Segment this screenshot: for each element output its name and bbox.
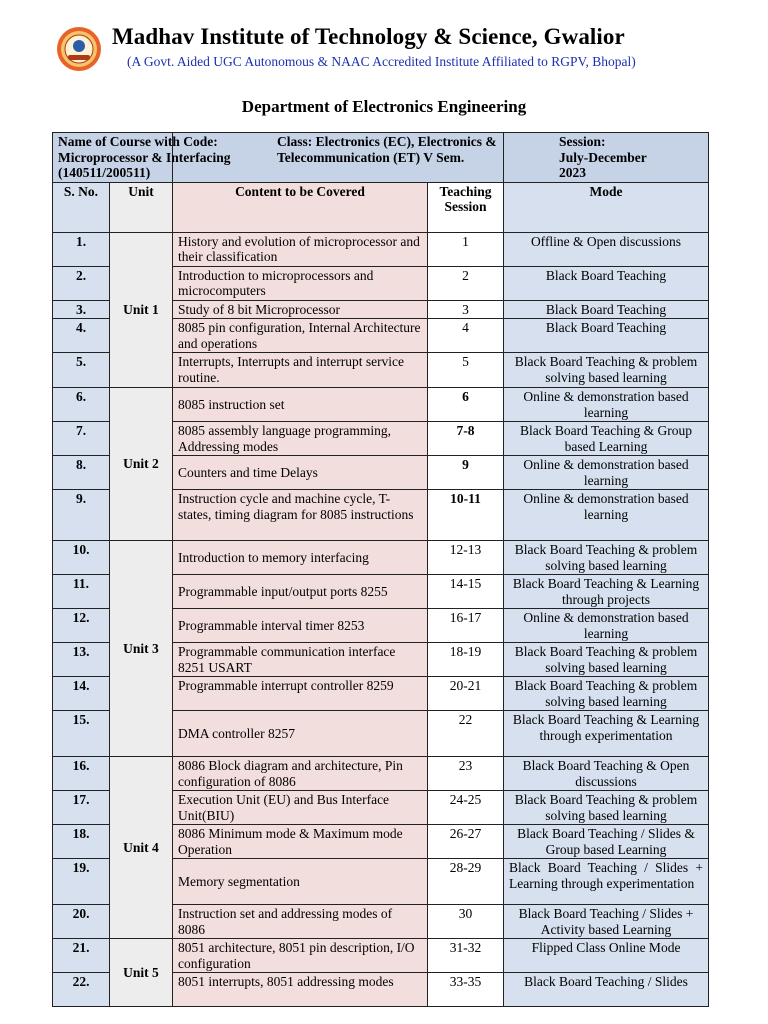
- row-mode: Black Board Teaching & problem solving based learning: [504, 353, 709, 388]
- session-label: Session:: [559, 134, 606, 149]
- class-value: Telecommunication (ET) V Sem.: [277, 149, 465, 165]
- row-session: 9: [428, 456, 504, 490]
- row-sno: 13.: [53, 643, 110, 677]
- row-mode: Online & demonstration based learning: [504, 609, 709, 643]
- row-mode: Flipped Class Online Mode: [504, 939, 709, 973]
- row-sno: 19.: [53, 859, 110, 905]
- row-mode: Black Board Teaching & Learning through experimentation: [504, 711, 709, 757]
- row-session: 30: [428, 905, 504, 939]
- row-mode: Black Board Teaching: [504, 300, 709, 319]
- row-sno: 5.: [53, 353, 110, 388]
- row-mode: Online & demonstration based learning: [504, 490, 709, 541]
- row-sno: 6.: [53, 388, 110, 422]
- table-row: [53, 232, 709, 266]
- row-content: 8085 assembly language programming, Addressing modes: [173, 422, 428, 456]
- class-label: Class: Electronics (EC), Electronics &: [277, 134, 497, 149]
- row-mode: Black Board Teaching & Group based Learning: [504, 422, 709, 456]
- row-mode: Black Board Teaching / Slides + Activity based Learning: [504, 905, 709, 939]
- row-content: Counters and time Delays: [173, 456, 428, 490]
- col-content: Content to be Covered: [173, 182, 428, 232]
- row-session: 23: [428, 757, 504, 791]
- row-sno: 8.: [53, 456, 110, 490]
- row-content: DMA controller 8257: [173, 711, 428, 757]
- institute-logo-icon: [56, 26, 102, 72]
- row-mode: Offline & Open discussions: [504, 232, 709, 266]
- row-mode: Online & demonstration based learning: [504, 456, 709, 490]
- row-mode: Black Board Teaching & problem solving based learning: [504, 677, 709, 711]
- row-sno: 22.: [53, 973, 110, 1007]
- row-content: Instruction cycle and machine cycle, T-states, timing diagram for 8085 instructions: [173, 490, 428, 541]
- row-mode: Black Board Teaching & problem solving based learning: [504, 791, 709, 825]
- row-content: Instruction set and addressing modes of 8086: [173, 905, 428, 939]
- row-content: 8051 architecture, 8051 pin description, I/O configuration: [173, 939, 428, 973]
- col-sno: S. No.: [53, 182, 110, 232]
- col-teaching-session: [428, 182, 504, 232]
- session-cell: [504, 133, 709, 183]
- session-year: 2023: [559, 165, 586, 180]
- row-session: 6: [428, 388, 504, 422]
- row-sno: 12.: [53, 609, 110, 643]
- row-session: 18-19: [428, 643, 504, 677]
- session-value: July-December: [559, 149, 647, 165]
- unit-4-cell: Unit 4: [110, 757, 173, 939]
- row-content: Programmable communication interface 8251 USART: [173, 643, 428, 677]
- row-sno: 20.: [53, 905, 110, 939]
- row-sno: 3.: [53, 300, 110, 319]
- row-content: Execution Unit (EU) and Bus Interface Unit(BIU): [173, 791, 428, 825]
- row-sno: 18.: [53, 825, 110, 859]
- row-content: History and evolution of microprocessor and their classification: [173, 232, 428, 266]
- row-content: Interrupts, Interrupts and interrupt service routine.: [173, 353, 428, 388]
- row-session: 2: [428, 266, 504, 300]
- row-session: 31-32: [428, 939, 504, 973]
- row-session: 14-15: [428, 575, 504, 609]
- row-mode: Black Board Teaching & Open discussions: [504, 757, 709, 791]
- row-mode: Black Board Teaching / Slides & Group based Learning: [504, 825, 709, 859]
- row-session: 24-25: [428, 791, 504, 825]
- table-row: [53, 388, 709, 422]
- col-unit: Unit: [110, 182, 173, 232]
- col-session-label: Session: [444, 199, 487, 214]
- row-content: Programmable interrupt controller 8259: [173, 677, 428, 711]
- row-sno: 21.: [53, 939, 110, 973]
- row-content: Programmable interval timer 8253: [173, 609, 428, 643]
- lesson-plan-table: [52, 132, 709, 1007]
- row-content: 8051 interrupts, 8051 addressing modes: [173, 973, 428, 1007]
- row-content: Introduction to memory interfacing: [173, 541, 428, 575]
- row-sno: 2.: [53, 266, 110, 300]
- row-sno: 14.: [53, 677, 110, 711]
- column-header-row: [53, 182, 709, 232]
- unit-2-cell: Unit 2: [110, 388, 173, 541]
- row-sno: 1.: [53, 232, 110, 266]
- row-session: 10-11: [428, 490, 504, 541]
- row-sno: 16.: [53, 757, 110, 791]
- row-mode: Black Board Teaching: [504, 266, 709, 300]
- row-session: 1: [428, 232, 504, 266]
- row-content: Memory segmentation: [173, 859, 428, 905]
- row-session: 4: [428, 319, 504, 353]
- row-sno: 11.: [53, 575, 110, 609]
- row-mode: Black Board Teaching & Learning through projects: [504, 575, 709, 609]
- course-name-cell: [53, 133, 231, 183]
- row-session: 33-35: [428, 973, 504, 1007]
- row-content: Introduction to microprocessors and microcomputers: [173, 266, 428, 300]
- row-mode: Black Board Teaching & problem solving based learning: [504, 643, 709, 677]
- row-session: 20-21: [428, 677, 504, 711]
- unit-5-cell: Unit 5: [110, 939, 173, 1007]
- row-session: 3: [428, 300, 504, 319]
- department-title: Department of Electronics Engineering: [241, 97, 527, 116]
- row-sno: 7.: [53, 422, 110, 456]
- table-row: [53, 541, 709, 575]
- row-session: 28-29: [428, 859, 504, 905]
- row-mode: Online & demonstration based learning: [504, 388, 709, 422]
- table-row: [53, 757, 709, 791]
- row-mode: Black Board Teaching: [504, 319, 709, 353]
- row-content: 8085 pin configuration, Internal Architecture and operations: [173, 319, 428, 353]
- row-content: 8085 instruction set: [173, 388, 428, 422]
- page-header: [0, 22, 768, 74]
- row-session: 22: [428, 711, 504, 757]
- course-code: (140511/200511): [58, 165, 151, 180]
- row-content: Study of 8 bit Microprocessor: [173, 300, 428, 319]
- col-teaching-label: Teaching: [439, 183, 492, 199]
- course-name-label: Name of Course with Code:: [58, 134, 218, 149]
- row-sno: 9.: [53, 490, 110, 541]
- row-sno: 15.: [53, 711, 110, 757]
- row-sno: 10.: [53, 541, 110, 575]
- col-mode: Mode: [504, 182, 709, 232]
- course-info-row: [53, 133, 709, 183]
- row-content: 8086 Minimum mode & Maximum mode Operation: [173, 825, 428, 859]
- row-session: 26-27: [428, 825, 504, 859]
- row-content: Programmable input/output ports 8255: [173, 575, 428, 609]
- course-name-value: Microprocessor & Interfacing: [58, 149, 231, 165]
- unit-3-cell: Unit 3: [110, 541, 173, 757]
- row-content: 8086 Block diagram and architecture, Pin configuration of 8086: [173, 757, 428, 791]
- row-mode: Black Board Teaching & problem solving based learning: [504, 541, 709, 575]
- institute-subtitle: (A Govt. Aided UGC Autonomous & NAAC Accredited Institute Affiliated to RGPV, Bhopal): [127, 54, 636, 69]
- row-sno: 4.: [53, 319, 110, 353]
- row-session: 7-8: [428, 422, 504, 456]
- row-session: 5: [428, 353, 504, 388]
- row-mode: Black Board Teaching / Slides + Learning through experimentation: [504, 859, 709, 905]
- unit-1-cell: Unit 1: [110, 232, 173, 388]
- institute-name: Madhav Institute of Technology & Science, Gwalior: [112, 24, 625, 49]
- row-mode: Black Board Teaching / Slides: [504, 973, 709, 1007]
- row-session: 12-13: [428, 541, 504, 575]
- table-row: [53, 939, 709, 973]
- row-sno: 17.: [53, 791, 110, 825]
- row-session: 16-17: [428, 609, 504, 643]
